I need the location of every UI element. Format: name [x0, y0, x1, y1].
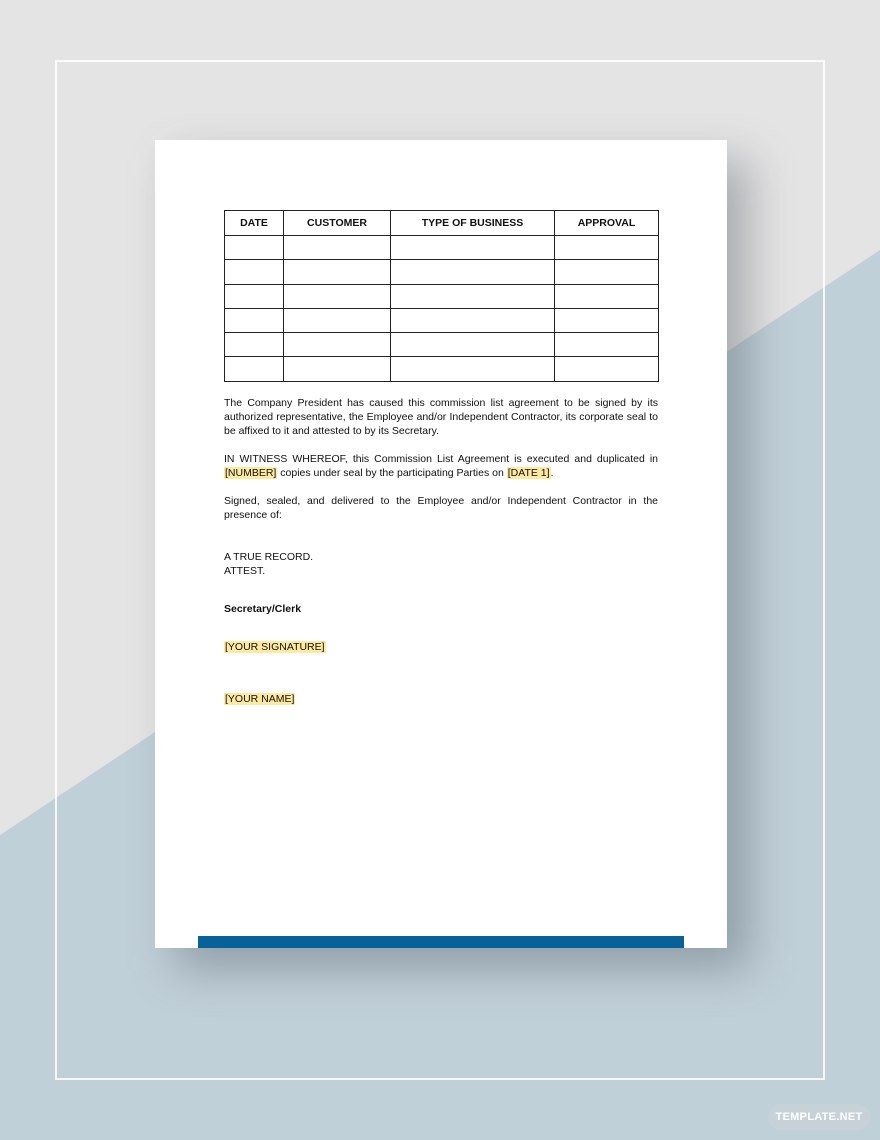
template-net-badge[interactable]: TEMPLATE.NET [768, 1104, 870, 1130]
table-row [225, 284, 659, 308]
name-placeholder: [YOUR NAME] [225, 692, 295, 705]
table-cell [225, 333, 284, 357]
table-cell [391, 357, 555, 381]
witness-text-b: copies under seal by the participating Parties on [277, 466, 507, 479]
number-placeholder: [NUMBER] [225, 466, 277, 479]
table-cell [284, 308, 391, 332]
table-row [225, 333, 659, 357]
table-header-row [225, 211, 659, 236]
header-type-of-business: TYPE OF BUSINESS [391, 211, 555, 236]
table-cell [284, 260, 391, 284]
header-approval: APPROVAL [555, 211, 659, 236]
table-cell [391, 236, 555, 260]
header-date: DATE [225, 211, 284, 236]
table-row [225, 236, 659, 260]
table-cell [391, 260, 555, 284]
table-cell [284, 357, 391, 381]
table-cell [555, 308, 659, 332]
president-paragraph: The Company President has caused this commission list agreement to be signed by its authorized representative, the Employee and/or Independent Contractor, its corporate seal to be affixed to it and attested to by its Secretary. [224, 396, 658, 437]
table-cell [225, 308, 284, 332]
document-page [155, 140, 727, 948]
table-cell [391, 284, 555, 308]
date-placeholder: [DATE 1] [507, 466, 550, 479]
table-cell [555, 333, 659, 357]
table-cell [284, 284, 391, 308]
signature-placeholder: [YOUR SIGNATURE] [225, 640, 325, 653]
witness-text-c: . [550, 466, 554, 479]
true-record-text: A TRUE RECORD. [224, 550, 314, 563]
commission-table [224, 210, 659, 382]
table-row [225, 357, 659, 381]
table-cell [391, 333, 555, 357]
table-cell [225, 260, 284, 284]
table-cell [225, 284, 284, 308]
witness-text-a: IN WITNESS WHEREOF, this Commission List Agreement is executed and duplicated in [224, 452, 658, 465]
table-cell [284, 236, 391, 260]
footer-bar [198, 936, 684, 948]
table-cell [225, 236, 284, 260]
table-cell [555, 260, 659, 284]
table-cell [555, 284, 659, 308]
attest-text: ATTEST. [224, 564, 266, 577]
secretary-label: Secretary/Clerk [224, 602, 302, 615]
table-row [225, 308, 659, 332]
table-cell [225, 357, 284, 381]
table-cell [555, 236, 659, 260]
table-cell [391, 308, 555, 332]
table-row [225, 260, 659, 284]
signed-paragraph: Signed, sealed, and delivered to the Employee and/or Independent Contractor in the presence of: [224, 494, 658, 521]
witness-paragraph [224, 452, 658, 480]
table-cell [284, 333, 391, 357]
document-content [224, 210, 658, 706]
header-customer: CUSTOMER [284, 211, 391, 236]
table-cell [555, 357, 659, 381]
